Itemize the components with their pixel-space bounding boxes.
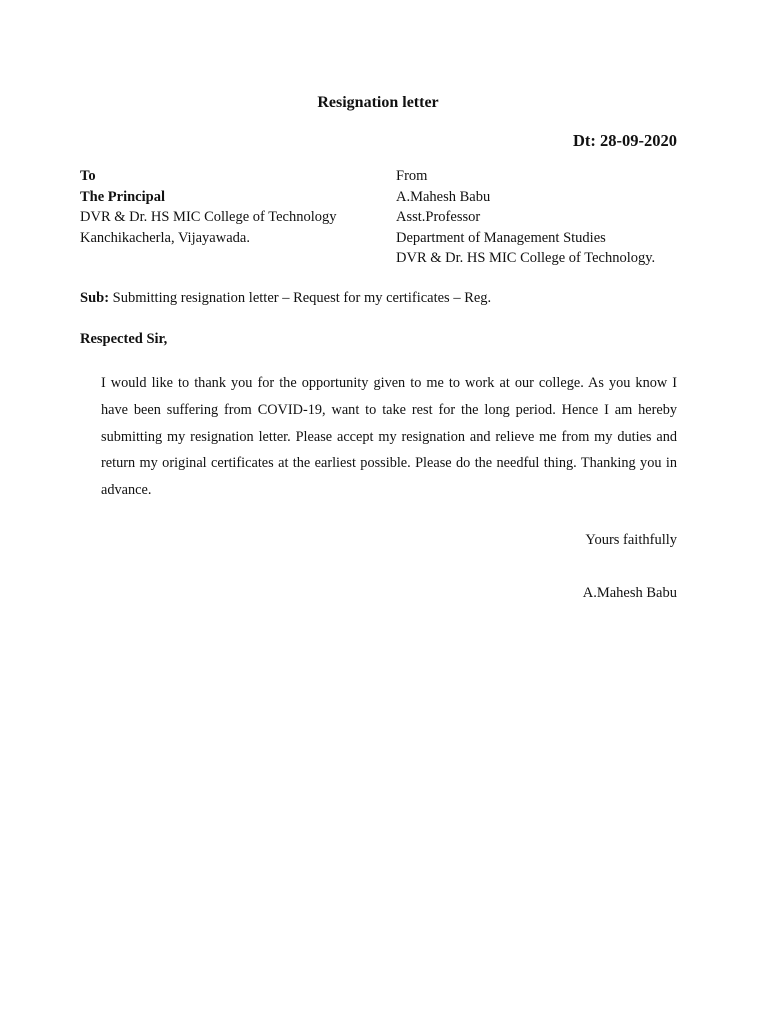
subject-line — [80, 290, 491, 307]
from-address-block — [396, 166, 655, 269]
subject-text: Submitting resignation letter – Request for my certificates – Reg. — [112, 290, 492, 306]
from-institution: DVR & Dr. HS MIC College of Technology. — [396, 250, 656, 266]
closing: Yours faithfully — [585, 532, 677, 548]
to-heading: To — [80, 168, 96, 184]
to-address-line-2: Kanchikacherla, Vijayawada. — [80, 229, 250, 246]
from-name: A.Mahesh Babu — [396, 188, 491, 205]
to-address-line-1: DVR & Dr. HS MIC College of Technology — [80, 209, 337, 225]
letter-body: I would like to thank you for the opportunity given to me to work at our college. As you know I have been suffering from COVID-19, want to take rest for the long period. Hence I am hereby submitting my resignation letter. Please accept my resignation and relieve me from my duties and return my original certificates at the earliest possible. Please do the needful thing. Thanking you in advance. — [101, 375, 677, 499]
signature-name: A.Mahesh Babu — [582, 585, 677, 601]
to-address-block — [80, 166, 336, 248]
from-designation: Asst.Professor — [396, 209, 481, 225]
salutation: Respected Sir, — [80, 331, 168, 347]
letter-date: Dt: 28-09-2020 — [572, 131, 677, 150]
to-recipient: The Principal — [80, 188, 165, 205]
from-department: Department of Management Studies — [396, 229, 606, 246]
letter-title: Resignation letter — [317, 94, 439, 111]
from-heading: From — [396, 168, 428, 184]
subject-label: Sub: — [80, 290, 110, 306]
